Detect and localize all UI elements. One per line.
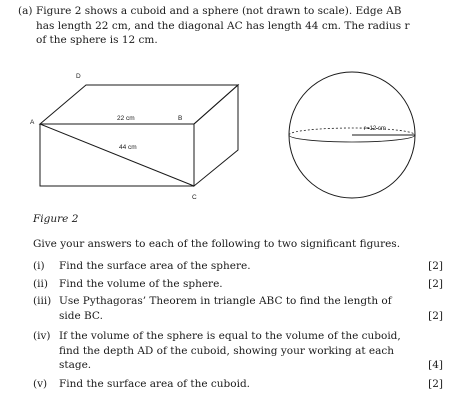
vertex-b-label: B [178, 115, 183, 122]
question-i [33, 259, 443, 274]
question-marks: [2] [428, 378, 443, 390]
question-iii [33, 294, 443, 323]
vertex-a-label: A [30, 119, 35, 126]
question-number: (ii) [33, 278, 48, 290]
question-text: Use Pythagoras’ Theorem in triangle ABC to find the length of side BC. [59, 295, 392, 322]
question-number: (iii) [33, 295, 52, 307]
vertex-c-label: C [192, 194, 197, 201]
sphere-equator-back [289, 128, 415, 135]
question-text: Find the surface area of the sphere. [59, 260, 251, 272]
edge-ab-length: 22 cm [117, 115, 135, 122]
question-marks: [2] [428, 309, 443, 322]
question-intro [18, 4, 458, 48]
vertex-d-label: D [76, 73, 81, 80]
question-marks: [2] [428, 278, 443, 290]
figure-caption: Figure 2 [33, 213, 79, 225]
part-label: (a) [18, 5, 33, 17]
figure-2 [0, 60, 472, 210]
question-v [33, 377, 443, 392]
question-marks: [4] [428, 359, 443, 371]
cuboid-top-face [40, 85, 238, 124]
cuboid [40, 85, 238, 186]
question-text: Find the volume of the sphere. [59, 278, 223, 290]
radius-label: r=12 cm [364, 126, 386, 132]
question-number: (v) [33, 378, 48, 390]
question-iv [33, 329, 443, 373]
intro-line-2: has length 22 cm, and the diagonal AC has length 44 cm. The radius r [36, 19, 410, 32]
question-text: If the volume of the sphere is equal to the volume of the cuboid, find the depth AD of the cuboid, showing your working at each stage. [59, 330, 401, 371]
question-number: (iv) [33, 330, 51, 342]
question-ii [33, 277, 443, 292]
question-number: (i) [33, 260, 45, 272]
cuboid-side-face [194, 85, 238, 186]
diagonal-ac-length: 44 cm [119, 144, 137, 151]
sphere-equator-front [289, 135, 415, 142]
intro-line-1: (a) Figure 2 shows a cuboid and a sphere (not drawn to scale). Edge AB [18, 5, 402, 17]
question-text: Find the surface area of the cuboid. [59, 378, 251, 390]
diagonal-ac [40, 124, 194, 186]
instruction-text: Give your answers to each of the following to two significant figures. [33, 238, 401, 250]
intro-line-3: of the sphere is 12 cm. [36, 34, 158, 46]
question-marks: [2] [428, 260, 443, 272]
sphere [289, 72, 415, 198]
